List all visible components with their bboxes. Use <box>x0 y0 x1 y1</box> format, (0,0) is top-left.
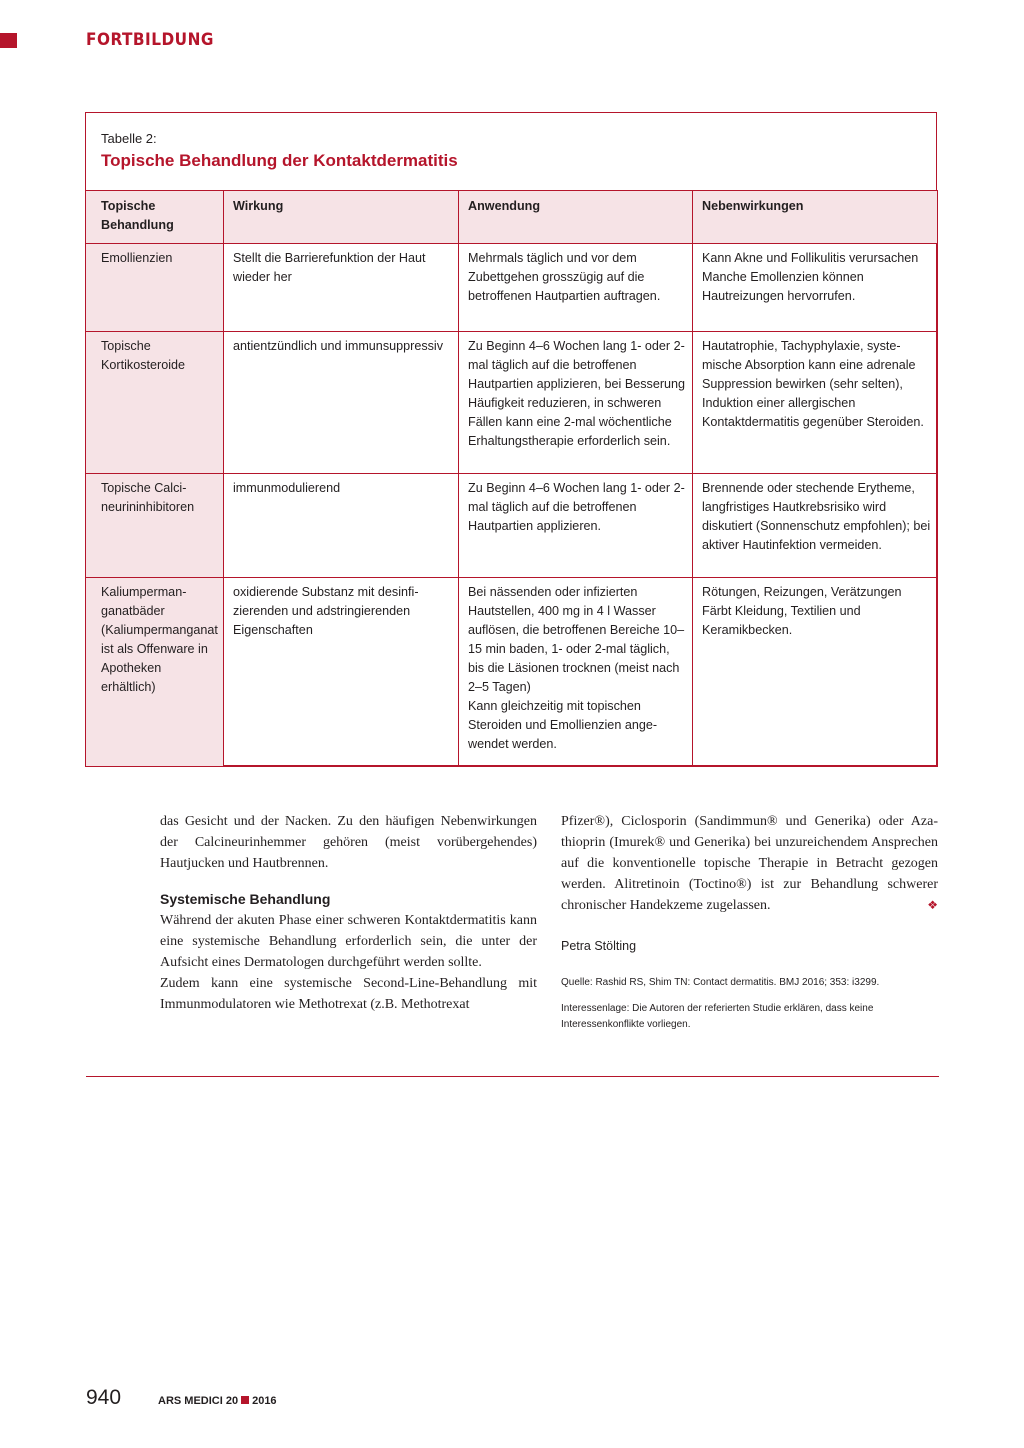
conflict-of-interest-note: Interessenlage: Die Autoren der referierten Studie erklären, dass keine Interessenkonflikte vorliegen. <box>561 1003 874 1030</box>
square-marker-icon <box>241 1396 249 1404</box>
application-line: Bei nässenden oder infizierten Hautstellen, 400 mg in 4 l Wasser auflösen, die betroffenen Bereiche 10–15 min baden, 1- oder 2-mal täglich, bis die Läsionen trocknen (meist nach 2–5 Tagen) <box>468 585 685 694</box>
table-label: Tabelle 2: <box>101 131 157 146</box>
treatment-name: Emollienzien <box>86 244 224 332</box>
table-row <box>86 244 938 332</box>
side-effect-line: Rötungen, Reizungen, Verätzungen <box>702 585 902 599</box>
table-title: Topische Behandlung der Kontaktdermatitis <box>101 151 458 170</box>
journal-year: 2016 <box>252 1395 277 1407</box>
body-paragraph: Während der akuten Phase einer schweren Kontaktdermatitis kann eine systemische Behandlung erforderlich sein, die unter der Aufsicht eines Dermatologen durchgeführt werden sollte. <box>160 913 537 970</box>
end-mark-icon: ❖ <box>927 898 938 912</box>
body-paragraph <box>561 811 938 916</box>
section-heading: Systemische Behandlung <box>160 891 331 907</box>
side-effect-line: Kann Akne und Follikulitis verursachen <box>702 251 919 265</box>
application-cell <box>459 578 693 767</box>
footer-divider <box>86 1076 939 1077</box>
body-paragraph: Zudem kann eine systemische Second-Line-Behandlung mit Immunmodulatoren wie Methotrexat (z.B. Methotrexat <box>160 976 537 1012</box>
effect-cell: oxidierende Substanz mit desinfizierenden und adstringierenden Eigenschaften <box>224 578 459 767</box>
source-note: Quelle: Rashid RS, Shim TN: Contact dermatitis. BMJ 2016; 353: i3299. <box>561 977 880 988</box>
side-effects-cell <box>693 244 938 332</box>
application-line: Kann gleichzeitig mit topischen Steroiden und Emollienzien angewendet werden. <box>468 699 658 751</box>
journal-name: ARS MEDICI 20 <box>158 1395 239 1407</box>
table-header-row <box>86 191 938 244</box>
side-effects-cell: Brennende oder stechende Erytheme, langfristiges Hautkrebsrisiko wird diskutiert (Sonnenschutz empfohlen); bei aktiver Hautinfektion vermeiden. <box>693 474 938 578</box>
treatment-name: Topische Kortikosteroide <box>86 332 224 474</box>
effect-cell: antientzündlich und immunsuppressiv <box>224 332 459 474</box>
treatment-table <box>85 190 938 767</box>
treatment-name: Topische Calcineurininhibitoren <box>86 474 224 578</box>
column-header: Topische Behandlung <box>86 191 224 244</box>
journal-footer <box>158 1395 277 1407</box>
table-row <box>86 332 938 474</box>
side-effect-line: Manche Emollenzien können Hautreizungen hervorrufen. <box>702 270 864 303</box>
page-number: 940 <box>86 1386 122 1409</box>
column-header: Anwendung <box>459 191 693 244</box>
application-cell: Zu Beginn 4–6 Wochen lang 1- oder 2-mal täglich auf die betroffenen Hautpartien applizieren. <box>459 474 693 578</box>
table-row <box>86 578 938 767</box>
table-container <box>85 112 937 766</box>
side-effects-cell: Hautatrophie, Tachyphylaxie, systemische Absorption kann eine adrenale Suppression bewirken (sehr selten), Induktion einer allergischen Kontaktdermatitis gegenüber Steroiden. <box>693 332 938 474</box>
effect-cell: immunmodulierend <box>224 474 459 578</box>
application-cell: Mehrmals täglich und vor dem Zubettgehen grosszügig auf die betroffenen Hautpartien auftragen. <box>459 244 693 332</box>
body-column-right <box>561 811 938 1033</box>
effect-cell: Stellt die Barrierefunktion der Haut wieder her <box>224 244 459 332</box>
side-effects-cell <box>693 578 938 767</box>
side-effect-line: Färbt Kleidung, Textilien und Keramikbecken. <box>702 604 861 637</box>
body-text: Pfizer®), Ciclosporin (Sandimmun® und Generika) oder Azathioprin (Imurek® und Generika) bei unzureichendem Ansprechen auf die konventionelle topische Therapie in Betracht gezogen werden. Alitretinoin (Toctino®) ist zur Behandlung schwerer chronischer Handekzeme zugelassen. <box>561 814 938 913</box>
body-column-left <box>160 811 537 1015</box>
body-paragraph: das Gesicht und der Nacken. Zu den häufigen Nebenwirkungen der Calcineurinhemmer gehören (meist vorübergehendes) Hautjucken und Hautbrennen. <box>160 814 537 871</box>
table-row <box>86 474 938 578</box>
application-cell: Zu Beginn 4–6 Wochen lang 1- oder 2-mal täglich auf die betroffenen Hautpartien applizieren, bei Besserung Häufigkeit reduzieren, in schweren Fällen kann eine 2-mal wöchentliche Erhaltungstherapie erforderlich sein. <box>459 332 693 474</box>
column-header: Wirkung <box>224 191 459 244</box>
section-title: FORTBILDUNG <box>86 30 214 50</box>
author-name: Petra Stölting <box>561 939 637 953</box>
section-marker <box>0 33 17 48</box>
treatment-name: Kaliumpermanganatbäder (Kaliumpermanganat ist als Offenware in Apotheken erhältlich) <box>86 578 224 767</box>
column-header: Nebenwirkungen <box>693 191 938 244</box>
